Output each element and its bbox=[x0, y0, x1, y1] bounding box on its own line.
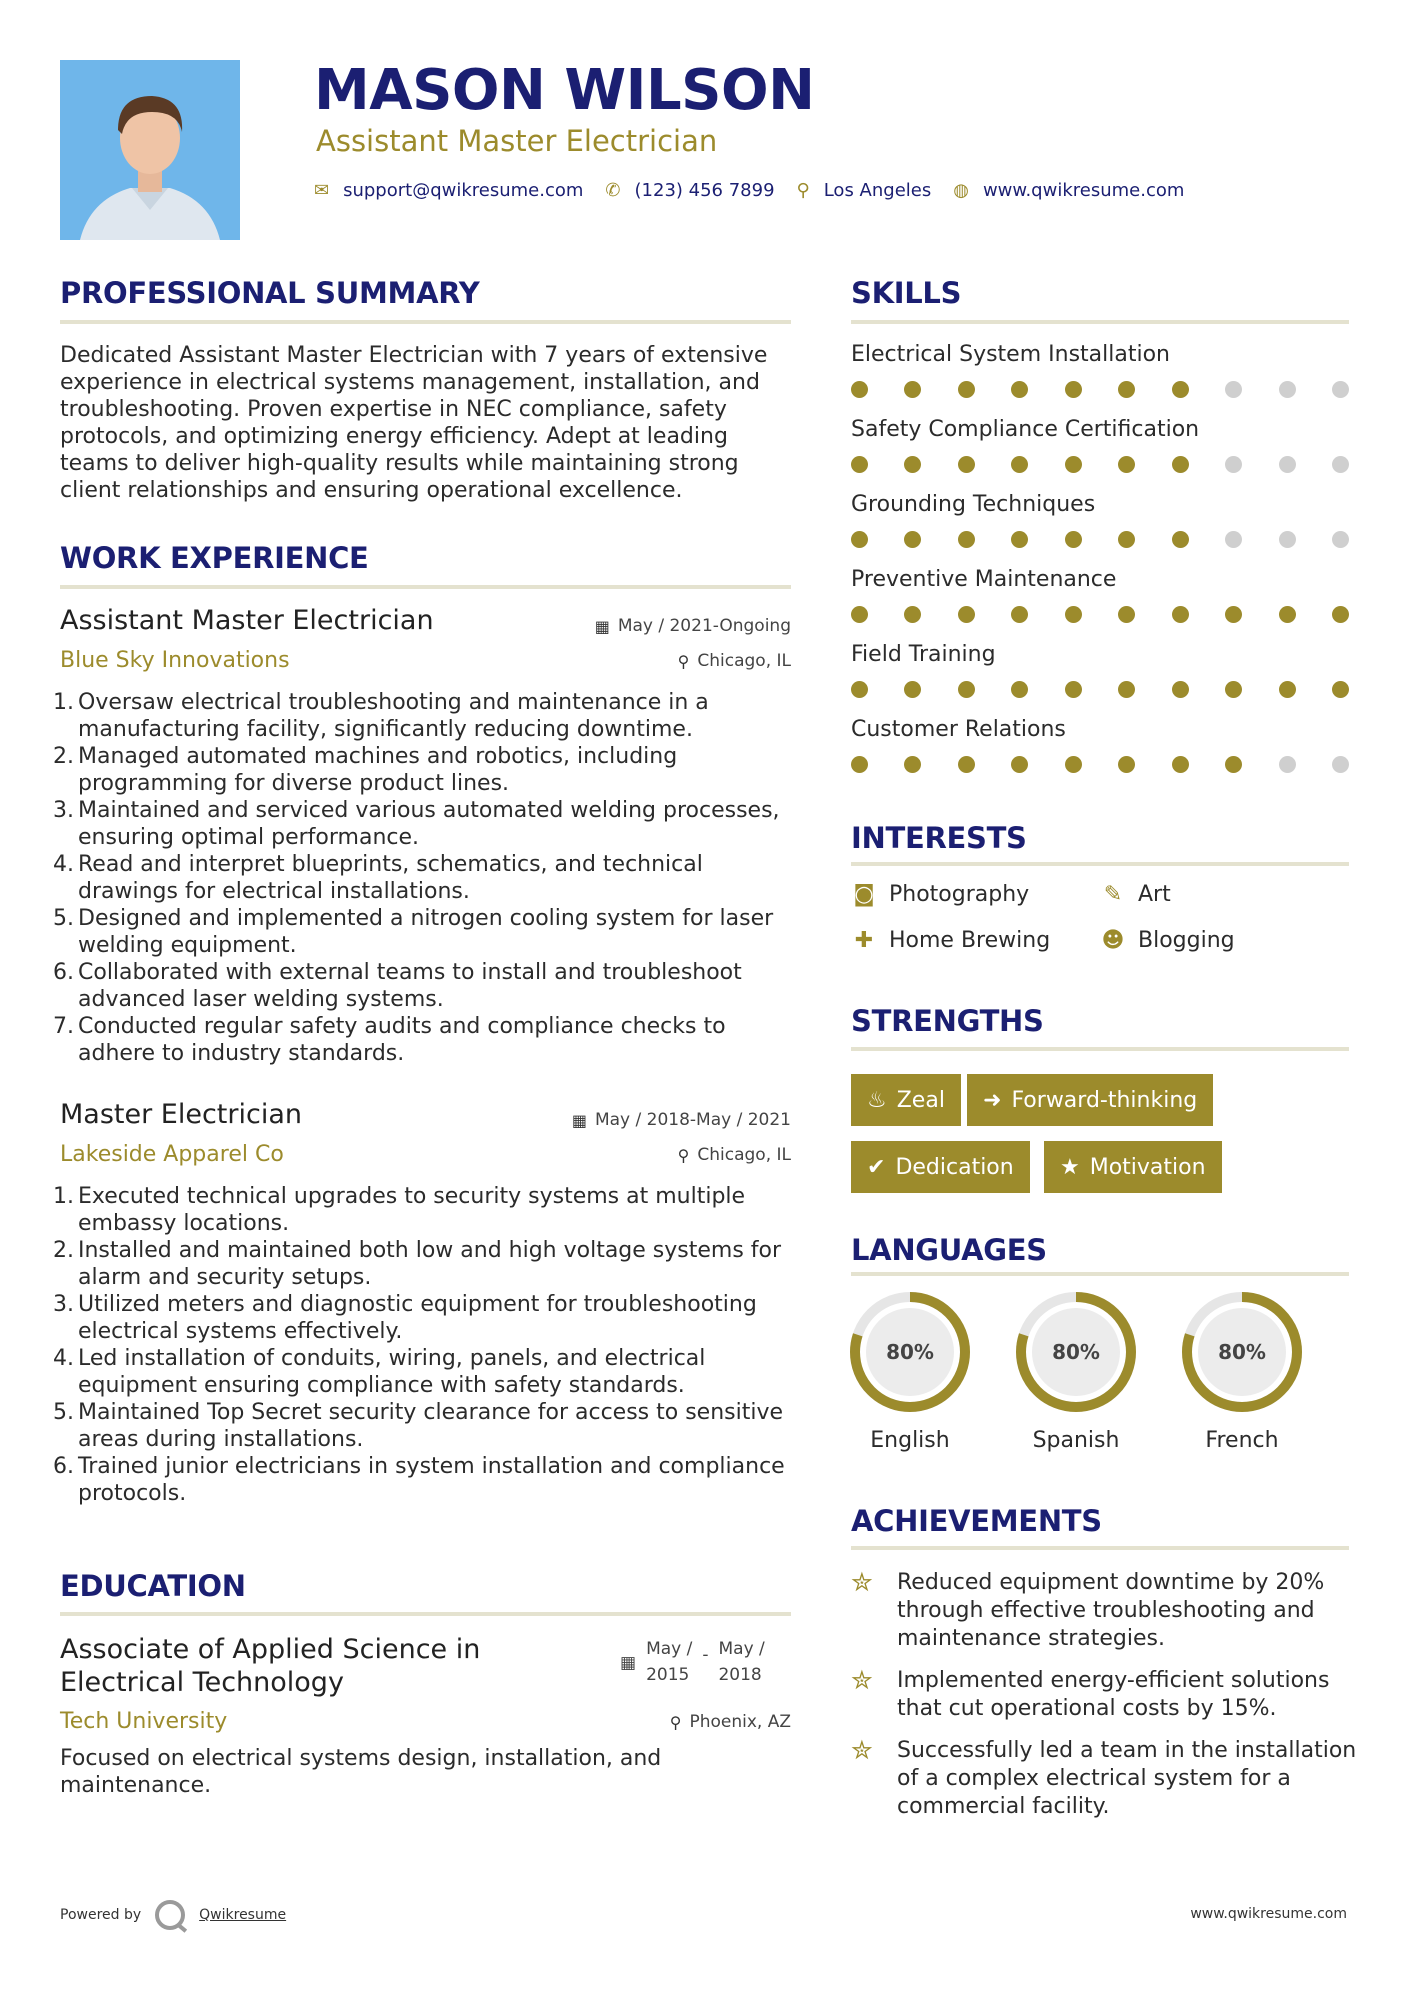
list-item: Conducted regular safety audits and compliance checks to adhere to industry standards. bbox=[78, 1014, 726, 1066]
language-name: English bbox=[870, 1428, 950, 1453]
rating-dot-filled bbox=[1011, 606, 1028, 623]
candidate-role: Assistant Master Electrician bbox=[316, 124, 718, 158]
rating-dot-filled bbox=[1011, 531, 1028, 548]
achievement-item bbox=[851, 1667, 1361, 1723]
list-item: Oversaw electrical troubleshooting and maintenance in a manufacturing facility, significantly reducing downtime. bbox=[78, 690, 709, 742]
rating-dot-filled bbox=[851, 381, 868, 398]
interests-title: INTERESTS bbox=[851, 821, 1027, 855]
interest-label: Art bbox=[1138, 882, 1171, 907]
achievements-title: ACHIEVEMENTS bbox=[851, 1504, 1102, 1538]
check-circle-icon: ✔ bbox=[867, 1154, 886, 1180]
rating-dot-filled bbox=[1011, 681, 1028, 698]
star-icon: ★ bbox=[1060, 1154, 1080, 1180]
rating-dot-filled bbox=[1065, 606, 1082, 623]
skill-name: Grounding Techniques bbox=[851, 492, 1096, 517]
experience-title: WORK EXPERIENCE bbox=[60, 541, 369, 575]
language-ring bbox=[1014, 1290, 1138, 1414]
job-dates bbox=[595, 616, 791, 636]
users-icon: ☻ bbox=[1101, 928, 1125, 953]
skill-name: Field Training bbox=[851, 642, 996, 667]
rating-dot-filled bbox=[1279, 681, 1296, 698]
calendar-icon: ▦ bbox=[571, 1110, 587, 1130]
education-start-month: May / bbox=[646, 1639, 693, 1659]
rating-dot-filled bbox=[958, 531, 975, 548]
job-dates-text: May / 2018-May / 2021 bbox=[594, 1110, 791, 1130]
contact-location: Los Angeles bbox=[823, 180, 932, 201]
rating-dot-filled bbox=[1065, 456, 1082, 473]
contact-phone[interactable]: (123) 456 7899 bbox=[634, 180, 775, 201]
skill-rating bbox=[851, 456, 1349, 473]
envelope-icon: ✉ bbox=[314, 180, 330, 201]
list-item: Read and interpret blueprints, schematics, and technical drawings for electrical installations. bbox=[78, 852, 703, 904]
rating-dot-empty bbox=[1332, 456, 1349, 473]
footer-powered-by bbox=[60, 1900, 286, 1930]
skill-name: Safety Compliance Certification bbox=[851, 417, 1200, 442]
rating-dot-filled bbox=[904, 756, 921, 773]
job-dates bbox=[572, 1110, 791, 1130]
strength-tag-forward-thinking bbox=[967, 1074, 1213, 1126]
candidate-name: MASON WILSON bbox=[314, 58, 815, 123]
education-start bbox=[646, 1636, 692, 1688]
degree-line-2: Electrical Technology bbox=[60, 1667, 344, 1698]
language-item bbox=[1180, 1290, 1304, 1453]
list-item: Maintained Top Secret security clearance for access to sensitive areas during installations. bbox=[78, 1400, 784, 1452]
skill-name: Electrical System Installation bbox=[851, 342, 1170, 367]
globe-icon: ◍ bbox=[953, 180, 969, 201]
powered-by-label: Powered by bbox=[60, 1907, 142, 1923]
job-location bbox=[678, 651, 791, 671]
rating-dot-filled bbox=[1279, 606, 1296, 623]
job-title: Master Electrician bbox=[60, 1099, 302, 1130]
achievement-item bbox=[851, 1569, 1361, 1653]
star-icon: ✮ bbox=[851, 1736, 873, 1766]
rating-dot-filled bbox=[851, 606, 868, 623]
rating-dot-filled bbox=[1118, 756, 1135, 773]
language-item bbox=[1014, 1290, 1138, 1453]
education-end-month: May / bbox=[718, 1639, 765, 1659]
achievements-divider bbox=[851, 1546, 1349, 1550]
skill-name: Customer Relations bbox=[851, 717, 1066, 742]
rating-dot-filled bbox=[1011, 381, 1028, 398]
rating-dot-filled bbox=[851, 681, 868, 698]
school-name: Tech University bbox=[60, 1709, 228, 1734]
job-location bbox=[678, 1145, 791, 1165]
rating-dot-empty bbox=[1279, 381, 1296, 398]
strength-label: Dedication bbox=[895, 1154, 1014, 1180]
rating-dot-filled bbox=[904, 381, 921, 398]
phone-icon: ✆ bbox=[605, 180, 621, 201]
interest-label: Blogging bbox=[1138, 928, 1235, 953]
list-item: Trained junior electricians in system installation and compliance protocols. bbox=[78, 1454, 785, 1506]
contact-email[interactable]: support@qwikresume.com bbox=[343, 180, 584, 201]
degree-line-1: Associate of Applied Science in bbox=[60, 1634, 481, 1665]
star-icon: ✮ bbox=[851, 1666, 873, 1696]
language-name: Spanish bbox=[1032, 1428, 1120, 1453]
strengths-divider bbox=[851, 1047, 1349, 1051]
list-item: Utilized meters and diagnostic equipment for troubleshooting electrical systems effectively. bbox=[78, 1292, 757, 1344]
rating-dot-filled bbox=[1118, 531, 1135, 548]
list-item: Designed and implemented a nitrogen cooling system for laser welding equipment. bbox=[78, 906, 774, 958]
job-bullets bbox=[60, 1183, 791, 1507]
qwikresume-link[interactable]: Qwikresume bbox=[199, 1907, 287, 1923]
rating-dot-filled bbox=[904, 606, 921, 623]
summary-text: Dedicated Assistant Master Electrician with 7 years of extensive experience in electrical systems management, installation, and troubleshooting. Proven expertise in NEC compliance, safety protocols, and optimizing energy efficiency. Adept at leading teams to deliver high-quality results while maintaining strong client relationships and ensuring operational excellence. bbox=[60, 343, 768, 503]
list-item: Led installation of conduits, wiring, panels, and electrical equipment ensuring compliance with safety standards. bbox=[78, 1346, 706, 1398]
interest-label: Home Brewing bbox=[889, 928, 1051, 953]
puzzle-icon: ✚ bbox=[854, 928, 874, 953]
language-item bbox=[848, 1290, 972, 1453]
rating-dot-filled bbox=[1118, 681, 1135, 698]
job-company: Blue Sky Innovations bbox=[60, 648, 290, 673]
job-title: Assistant Master Electrician bbox=[60, 605, 434, 636]
education-location bbox=[670, 1712, 791, 1732]
skill-rating bbox=[851, 381, 1349, 398]
education-dates bbox=[620, 1636, 765, 1688]
language-percent: 80% bbox=[886, 1340, 934, 1364]
calendar-icon: ▦ bbox=[594, 616, 610, 636]
rating-dot-filled bbox=[958, 381, 975, 398]
list-item: Collaborated with external teams to install and troubleshoot advanced laser welding systems. bbox=[78, 960, 742, 1012]
rating-dot-filled bbox=[1172, 381, 1189, 398]
rating-dot-filled bbox=[1172, 681, 1189, 698]
rating-dot-empty bbox=[1279, 531, 1296, 548]
languages-divider bbox=[851, 1272, 1349, 1276]
language-ring bbox=[848, 1290, 972, 1414]
strengths-title: STRENGTHS bbox=[851, 1004, 1044, 1038]
rating-dot-filled bbox=[1172, 606, 1189, 623]
job-company: Lakeside Apparel Co bbox=[60, 1142, 284, 1167]
rating-dot-empty bbox=[1332, 756, 1349, 773]
rating-dot-filled bbox=[1332, 681, 1349, 698]
interest-label: Photography bbox=[889, 882, 1030, 907]
interest-blogging bbox=[1100, 928, 1235, 953]
rating-dot-filled bbox=[904, 456, 921, 473]
interest-home-brewing bbox=[851, 928, 1050, 953]
job-location-text: Chicago, IL bbox=[697, 1145, 791, 1165]
education-end bbox=[718, 1636, 764, 1688]
skill-rating bbox=[851, 606, 1349, 623]
language-percent: 80% bbox=[1052, 1340, 1100, 1364]
rating-dot-filled bbox=[1011, 756, 1028, 773]
achievement-text: Successfully led a team in the installation of a complex electrical system for a commercial facility. bbox=[897, 1738, 1357, 1819]
rating-dot-filled bbox=[1065, 681, 1082, 698]
profile-photo bbox=[60, 60, 240, 240]
job-bullets bbox=[60, 689, 791, 1067]
skill-rating bbox=[851, 756, 1349, 773]
rating-dot-empty bbox=[1225, 456, 1242, 473]
rating-dot-filled bbox=[958, 606, 975, 623]
skill-name: Preventive Maintenance bbox=[851, 567, 1117, 592]
rating-dot-filled bbox=[851, 531, 868, 548]
rating-dot-filled bbox=[1065, 756, 1082, 773]
strength-tag-dedication bbox=[851, 1141, 1030, 1193]
interest-photography bbox=[851, 882, 1029, 907]
job-dates-text: May / 2021-Ongoing bbox=[617, 616, 791, 636]
achievement-text: Reduced equipment downtime by 20% through effective troubleshooting and maintenance strategies. bbox=[897, 1570, 1325, 1651]
interest-art bbox=[1100, 882, 1171, 907]
rating-dot-empty bbox=[1225, 381, 1242, 398]
experience-divider bbox=[60, 585, 791, 589]
strength-label: Motivation bbox=[1089, 1154, 1206, 1180]
qwikresume-logo-icon bbox=[155, 1900, 185, 1930]
map-marker-icon: ⚲ bbox=[796, 180, 810, 201]
job-location-text: Chicago, IL bbox=[697, 651, 791, 671]
skills-title: SKILLS bbox=[851, 276, 962, 310]
skill-rating bbox=[851, 681, 1349, 698]
summary-title: PROFESSIONAL SUMMARY bbox=[60, 276, 480, 310]
strength-label: Zeal bbox=[896, 1087, 945, 1113]
star-icon: ✮ bbox=[851, 1568, 873, 1598]
education-location-text: Phoenix, AZ bbox=[689, 1712, 791, 1732]
strength-tag-motivation bbox=[1044, 1141, 1222, 1193]
rating-dot-filled bbox=[1172, 756, 1189, 773]
list-item: Installed and maintained both low and high voltage systems for alarm and security setups. bbox=[78, 1238, 782, 1290]
rating-dot-filled bbox=[958, 756, 975, 773]
degree-title bbox=[60, 1633, 480, 1699]
rating-dot-filled bbox=[1065, 381, 1082, 398]
rating-dot-filled bbox=[1065, 531, 1082, 548]
pin-icon: ⚲ bbox=[677, 1145, 690, 1165]
rating-dot-filled bbox=[1118, 456, 1135, 473]
skills-divider bbox=[851, 320, 1349, 324]
rating-dot-empty bbox=[1279, 756, 1296, 773]
strength-tag-zeal bbox=[851, 1074, 961, 1126]
interests-divider bbox=[851, 862, 1349, 866]
rating-dot-empty bbox=[1225, 531, 1242, 548]
rating-dot-filled bbox=[904, 681, 921, 698]
list-item: Managed automated machines and robotics, including programming for diverse product lines. bbox=[78, 744, 678, 796]
rating-dot-filled bbox=[958, 681, 975, 698]
language-ring bbox=[1180, 1290, 1304, 1414]
languages-title: LANGUAGES bbox=[851, 1233, 1047, 1267]
contact-bar bbox=[314, 180, 1206, 201]
arrow-right-icon: ➜ bbox=[983, 1087, 1002, 1113]
calendar-icon: ▦ bbox=[620, 1653, 637, 1673]
education-title: EDUCATION bbox=[60, 1569, 246, 1603]
rating-dot-filled bbox=[851, 456, 868, 473]
language-name: French bbox=[1205, 1428, 1279, 1453]
skill-rating bbox=[851, 531, 1349, 548]
rating-dot-filled bbox=[1118, 606, 1135, 623]
rating-dot-filled bbox=[1172, 456, 1189, 473]
rating-dot-filled bbox=[1118, 381, 1135, 398]
achievement-item bbox=[851, 1737, 1361, 1821]
date-separator: - bbox=[702, 1645, 709, 1665]
language-percent: 80% bbox=[1218, 1340, 1266, 1364]
camera-icon: ◙ bbox=[853, 882, 875, 907]
achievement-text: Implemented energy-efficient solutions that cut operational costs by 15%. bbox=[897, 1668, 1330, 1721]
education-description: Focused on electrical systems design, installation, and maintenance. bbox=[60, 1746, 662, 1798]
rating-dot-filled bbox=[958, 456, 975, 473]
education-divider bbox=[60, 1612, 791, 1616]
fire-icon: ♨ bbox=[867, 1087, 887, 1113]
rating-dot-filled bbox=[1011, 456, 1028, 473]
rating-dot-filled bbox=[1225, 756, 1242, 773]
brush-icon: ✎ bbox=[1103, 882, 1123, 907]
rating-dot-filled bbox=[1225, 606, 1242, 623]
pin-icon: ⚲ bbox=[669, 1712, 682, 1732]
list-item: Maintained and serviced various automated welding processes, ensuring optimal performance. bbox=[78, 798, 780, 850]
rating-dot-filled bbox=[851, 756, 868, 773]
contact-website[interactable]: www.qwikresume.com bbox=[982, 180, 1185, 201]
education-end-year: 2018 bbox=[718, 1665, 762, 1685]
footer-website[interactable]: www.qwikresume.com bbox=[1190, 1906, 1347, 1922]
rating-dot-filled bbox=[1172, 531, 1189, 548]
rating-dot-empty bbox=[1332, 531, 1349, 548]
rating-dot-empty bbox=[1279, 456, 1296, 473]
summary-divider bbox=[60, 320, 791, 324]
list-item: Executed technical upgrades to security systems at multiple embassy locations. bbox=[78, 1184, 746, 1236]
rating-dot-filled bbox=[904, 531, 921, 548]
rating-dot-empty bbox=[1332, 381, 1349, 398]
rating-dot-filled bbox=[1332, 606, 1349, 623]
pin-icon: ⚲ bbox=[677, 651, 690, 671]
education-start-year: 2015 bbox=[646, 1665, 690, 1685]
rating-dot-filled bbox=[1225, 681, 1242, 698]
strength-label: Forward-thinking bbox=[1011, 1087, 1198, 1113]
